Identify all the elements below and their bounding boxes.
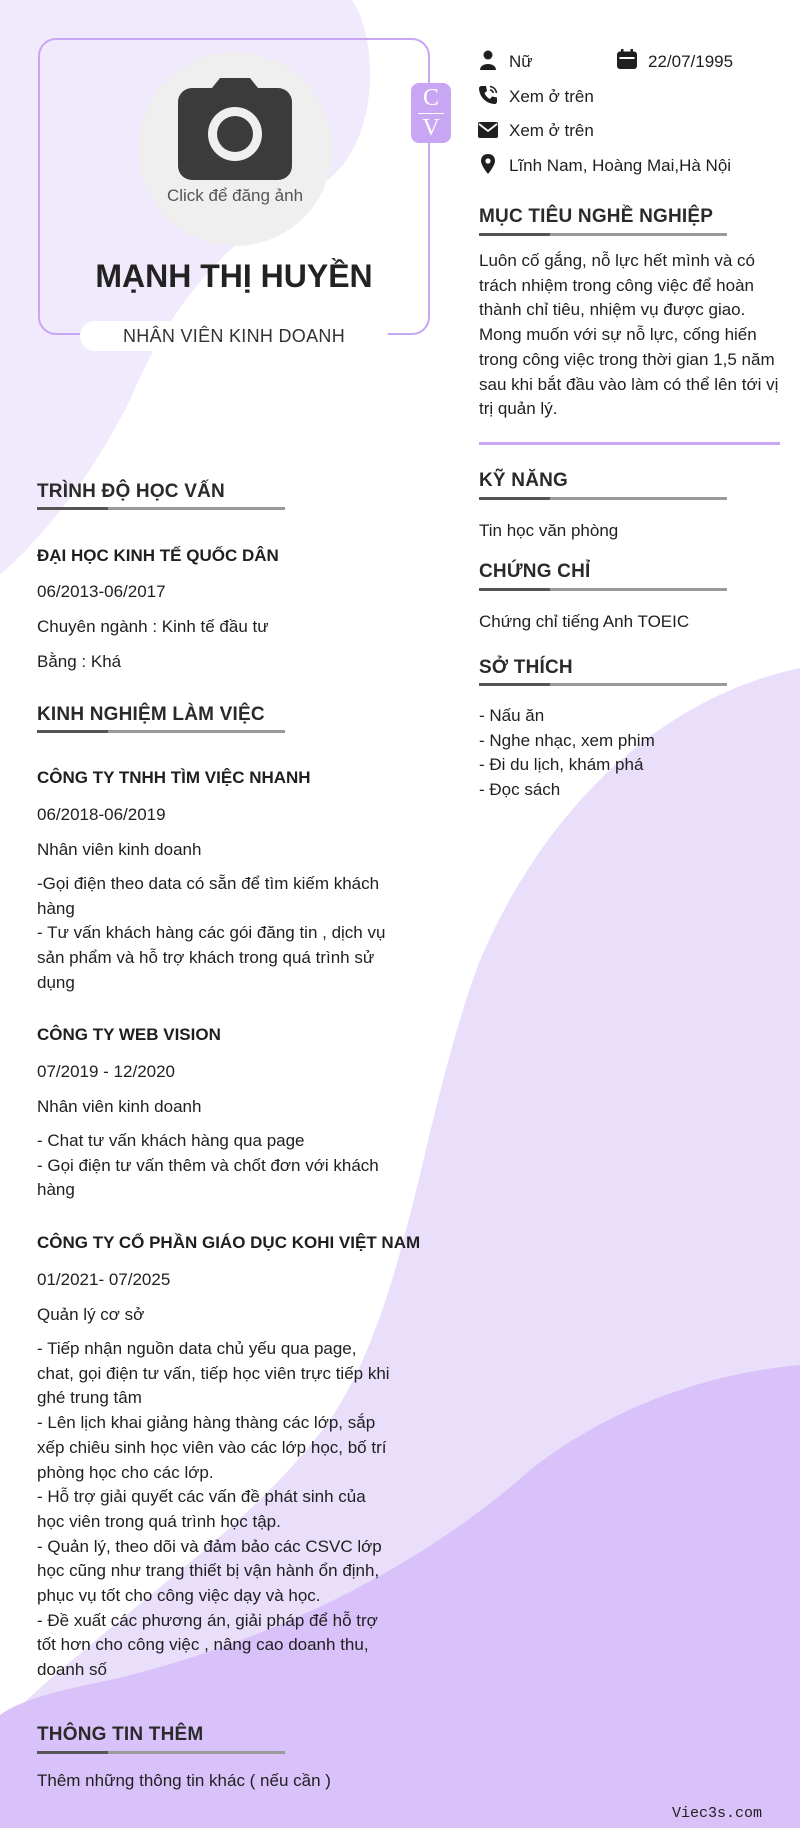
hobbies-heading: SỞ THÍCH: [479, 657, 573, 678]
job-line: phòng học cho các lớp.: [37, 1462, 214, 1482]
cv-badge: [411, 83, 451, 143]
address-value: Lĩnh Nam, Hoàng Mai,Hà Nội: [509, 156, 732, 175]
job-title: NHÂN VIÊN KINH DOANH: [80, 321, 388, 351]
job-role: Quản lý cơ sở: [37, 1305, 145, 1324]
education-heading: TRÌNH ĐỘ HỌC VẤN: [37, 481, 225, 502]
job-line: phục vụ tốt cho công việc dạy và học.: [37, 1586, 321, 1606]
job-line: - Tiếp nhận nguồn data chủ yếu qua page,: [37, 1339, 357, 1358]
watermark: Viec3s.com: [672, 1805, 763, 1822]
job-line: - Lên lịch khai giảng hàng thàng các lớp, sắp: [37, 1413, 376, 1433]
hobby-item: - Nghe nhạc, xem phim: [479, 730, 655, 750]
objective-line: sau khi bắt đầu vào làm có thể lên tới vị: [479, 374, 779, 394]
certificates-heading: CHỨNG CHỈ: [479, 561, 591, 582]
email-icon: [478, 120, 498, 140]
hobby-item: - Nấu ăn: [479, 706, 545, 725]
job-company: CÔNG TY WEB VISION: [37, 1025, 221, 1044]
photo-upload-label: Click để đăng ảnh: [166, 186, 304, 205]
job-line: - Chat tư vấn khách hàng qua page: [37, 1131, 305, 1150]
calendar-icon: [617, 49, 637, 69]
job-period: 01/2021- 07/2025: [37, 1270, 171, 1289]
camera-icon: [178, 78, 292, 180]
job-company: CÔNG TY CỔ PHẦN GIÁO DỤC KOHI VIỆT NAM: [37, 1233, 421, 1252]
extra-heading-underline: [37, 1751, 285, 1754]
education-degree: Bằng : Khá: [37, 652, 122, 671]
hobby-item: - Đọc sách: [479, 780, 561, 800]
user-icon: [478, 50, 498, 70]
job-description: [37, 1337, 390, 1683]
dob-value: 22/07/1995: [648, 52, 734, 71]
phone-value: Xem ở trên: [509, 87, 594, 106]
objective-text: [479, 249, 799, 422]
experience-heading: KINH NGHIỆM LÀM VIỆC: [37, 704, 265, 725]
job-line: hàng: [37, 898, 75, 918]
objective-line: trách nhiệm trong công việc để hoàn: [479, 275, 755, 295]
job-line: - Quản lý, theo dõi và đảm bảo các CSVC lớp: [37, 1536, 382, 1556]
objective-line: thành chỉ tiêu, nhiệm vụ được giao.: [479, 300, 746, 320]
cv-badge-v: V: [422, 115, 440, 141]
job-line: chat, gọi điện tư vấn, tiếp học viên trực tiếp khi: [37, 1363, 390, 1383]
hobbies-list: [479, 704, 655, 803]
education-heading-underline: [37, 507, 285, 510]
job-line: -Gọi điện theo data có sẵn để tìm kiếm khách: [37, 874, 380, 893]
education-major: Chuyên ngành : Kinh tế đầu tư: [37, 617, 269, 636]
photo-upload[interactable]: [138, 52, 332, 246]
job-line: - Gọi điện tư vấn thêm và chốt đơn với khách: [37, 1155, 379, 1175]
job-line: - Tư vấn khách hàng các gói đăng tin , dịch vụ: [37, 923, 386, 943]
job-description: [37, 1129, 379, 1203]
certificates-heading-underline: [479, 588, 727, 591]
certificates-text: Chứng chỉ tiếng Anh TOEIC: [479, 612, 690, 631]
job-line: học viên trong quá trình học tập.: [37, 1511, 281, 1531]
job-line: doanh số: [37, 1660, 107, 1680]
objective-heading: MỤC TIÊU NGHỀ NGHIỆP: [479, 206, 714, 227]
location-pin-icon: [480, 154, 500, 174]
objective-line: trị quản lý.: [479, 399, 558, 419]
job-line: hàng: [37, 1180, 75, 1200]
email-value: Xem ở trên: [509, 121, 594, 140]
job-line: ghé trung tâm: [37, 1388, 142, 1408]
objective-heading-underline: [479, 233, 727, 236]
job-company: CÔNG TY TNHH TÌM VIỆC NHANH: [37, 768, 311, 787]
objective-divider: [479, 442, 780, 445]
skills-text: Tin học văn phòng: [479, 521, 619, 540]
job-role: Nhân viên kinh doanh: [37, 1097, 202, 1116]
job-role: Nhân viên kinh doanh: [37, 840, 202, 859]
extra-text: Thêm những thông tin khác ( nếu cần ): [37, 1771, 331, 1790]
hobby-item: - Đi du lịch, khám phá: [479, 755, 644, 775]
job-line: tốt hơn cho công việc , nâng cao doanh thu,: [37, 1635, 369, 1655]
job-line: học cũng như trang thiết bị vận hành ổn định,: [37, 1561, 380, 1581]
gender-value: Nữ: [509, 52, 533, 71]
candidate-name: MẠNH THỊ HUYỀN: [95, 258, 373, 294]
job-line: - Hỗ trợ giải quyết các vấn đề phát sinh của: [37, 1487, 366, 1507]
education-school: ĐẠI HỌC KINH TẾ QUỐC DÂN: [37, 546, 279, 565]
job-period: 07/2019 - 12/2020: [37, 1062, 176, 1081]
phone-icon: [478, 85, 498, 105]
skills-heading-underline: [479, 497, 727, 500]
job-line: dụng: [37, 972, 75, 992]
job-description: [37, 872, 385, 996]
cv-badge-c: C: [422, 85, 439, 111]
skills-heading: KỸ NĂNG: [479, 470, 569, 491]
objective-line: Luôn cố gắng, nỗ lực hết mình và có: [479, 251, 756, 270]
hobbies-heading-underline: [479, 683, 727, 686]
job-line: sản phẩm và hỗ trợ khách trong quá trình sử: [37, 948, 375, 968]
objective-line: trong công việc trong thời gian 1,5 năm: [479, 349, 775, 369]
job-line: - Đề xuất các phương án, giải pháp để hỗ trợ: [37, 1610, 378, 1630]
objective-line: Mong muốn với sự nỗ lực, cống hiến: [479, 325, 757, 345]
extra-heading: THÔNG TIN THÊM: [37, 1724, 204, 1745]
education-period: 06/2013-06/2017: [37, 582, 166, 601]
experience-heading-underline: [37, 730, 285, 733]
job-period: 06/2018-06/2019: [37, 805, 166, 824]
job-line: xếp chiêu sinh học viên vào các lớp học, bố trí: [37, 1437, 387, 1457]
